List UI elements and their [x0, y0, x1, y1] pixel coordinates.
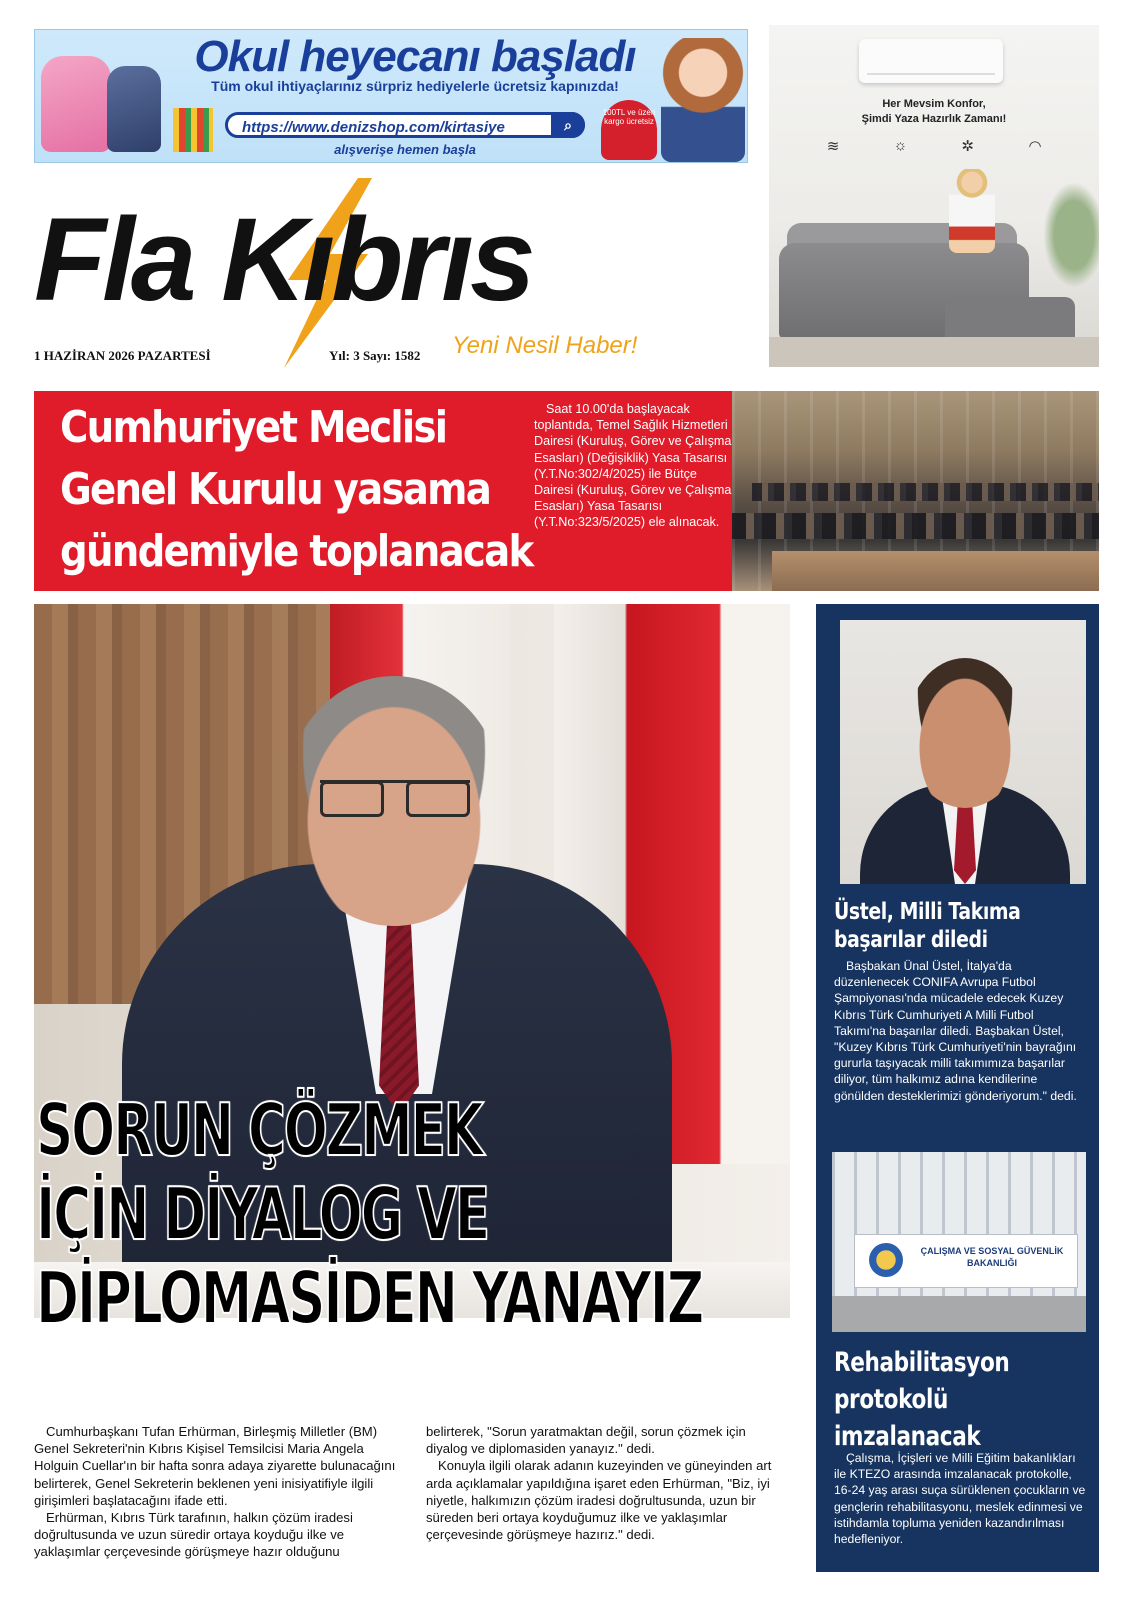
banner-body: Saat 10.00'da başlayacak toplantıda, Temel Sağlık Hizmetleri Dairesi (Kuruluş, Görev ve Çalışma Esasları) (Değişiklik) Yasa Tasarısı (Y.T.No:302/4/2025) ile Bütçe Dairesi (Kuruluş, Görev ve Çalışma Esasları) Yasa Tasarısı (Y.T.No:323/5/2025) ele alınacak. [534, 402, 732, 530]
person-head [906, 658, 1024, 808]
ad-ac-title-line: Her Mevsim Konfor, [882, 98, 986, 110]
parliament-desks [752, 483, 1099, 501]
ad-headline: Okul heyecanı başladı [194, 32, 636, 81]
banner-headline-line: gündemiyle toplanacak [60, 526, 533, 577]
light-icon: ☼ [893, 137, 908, 154]
ministry-sign [854, 1234, 1078, 1288]
sidebar-headline-line: protokolü [834, 1384, 948, 1415]
prime-minister-photo [840, 620, 1086, 884]
paragraph: Konuyla ilgili olarak adanın kuzeyinden ve güneyinden art arda açıklamalar yapıldığına işaret eden Erhürman, "Biz, iyi niyetle, halkımızın çözüm iradesi doğrultusunda, uzun bir süreden beri ortaya koyduğumuz ilke ve yaklaşımlar çerçevesinde görüşmeye hazırız." dedi. [426, 1458, 772, 1543]
backpack-image-2 [107, 66, 161, 152]
wifi-icon: ◠ [1028, 138, 1042, 155]
sidebar-headline-2[interactable] [834, 1344, 1042, 1455]
parliament-floor [772, 551, 1099, 591]
ad-banner-school[interactable] [34, 29, 748, 163]
ad-ac-title-line: Şimdi Yaza Hazırlık Zamanı! [861, 113, 1007, 125]
airflow-icon: ≋ [826, 138, 840, 155]
ad-air-conditioner[interactable] [769, 25, 1099, 367]
logo-text: Fla Kıbrıs [34, 194, 532, 326]
parliament-photo [732, 391, 1099, 591]
air-conditioner-image [859, 39, 1003, 83]
building-base [832, 1296, 1086, 1332]
ad-ac-feature [805, 137, 861, 171]
backpack-image [41, 56, 111, 152]
ad-url-bar[interactable] [225, 112, 585, 138]
floor [769, 337, 1099, 367]
ad-subheadline: Tüm okul ihtiyaçlarınız sürpriz hediyelerle ücretsiz kapınızda! [211, 78, 619, 94]
sidebar-headline-1[interactable]: Üstel, Milli Takıma başarılar diledi [834, 899, 1021, 953]
pencil-cup-image [173, 108, 213, 152]
free-shipping-badge: 100TL ve üzeri kargo ücretsiz [601, 100, 657, 160]
parliament-desks-front [732, 513, 1099, 539]
tagline: Yeni Nesil Haber! [452, 332, 638, 359]
search-icon[interactable]: ⌕ [551, 112, 585, 138]
ministry-building-photo [832, 1152, 1086, 1332]
sidebar-headline-line: imzalanacak [834, 1421, 981, 1452]
emblem-icon [869, 1243, 903, 1277]
paragraph: Erhürman, Kıbrıs Türk tarafının, halkın çözüm iradesi doğrultusunda ve uzun süredir ortaya koyduğu ilke ve yaklaşımlar çerçevesinde görüşmeye hazır olduğunu belirterek, "Sorun yaratmaktan değil, sorun çözmek için diyalog ve diplomasiden yanayız." dedi. [34, 1424, 746, 1560]
plant-image [1039, 175, 1099, 295]
ad-ac-feature [872, 137, 928, 171]
jumping-child-image [949, 169, 995, 253]
sidebar [816, 604, 1099, 1572]
student-image [661, 38, 745, 162]
main-headline-line: DİPLOMASİDEN YANAYIZ [36, 1256, 703, 1340]
main-headline-line: SORUN ÇÖZMEK [36, 1088, 482, 1172]
banner-headline[interactable] [60, 397, 533, 583]
sidebar-headline-line: Rehabilitasyon [834, 1347, 1010, 1378]
main-headline-line: İÇİN DİYALOG VE [36, 1172, 489, 1256]
ad-ac-features [805, 137, 1063, 171]
glasses [320, 780, 470, 815]
ad-cta[interactable]: alışverişe hemen başla [334, 142, 476, 157]
sidebar-body-1: Başbakan Ünal Üstel, İtalya'da düzenlenecek CONIFA Avrupa Futbol Şampiyonası'nda mücadele edecek Kuzey Kıbrıs Türk Cumhuriyeti A Milli Futbol Takımı'na başarılar diledi. Başbakan Üstel, "Kuzey Kıbrıs Türk Cumhuriyeti'nin bayrağını gururla taşıyacak milli takımımıza başarılar diliyor, tüm halkımız adına kendilerine gönülden desteklerimizi gönderiyorum." dedi. [834, 959, 1077, 1103]
ad-ac-feature [940, 137, 996, 171]
issue-number: Yıl: 3 Sayı: 1582 [329, 348, 421, 363]
main-story-body [34, 1423, 790, 1593]
paragraph: Cumhurbaşkanı Tufan Erhürman, Birleşmiş Milletler (BM) Genel Sekreteri'nin Kıbrıs Kişisel Temsilcisi Maria Angela Holguin Cuellar'ın bir hafta sonra adaya ziyarette bulunacağını belirterek, Genel Sekreterin beklenen yeni inisiyatifiyle ilgili girişimleri başlatacağını ifade etti. [34, 1424, 396, 1508]
ministry-sign-text: ÇALIŞMA VE SOSYAL GÜVENLİK BAKANLIĞI [920, 1246, 1064, 1268]
ad-ac-title [769, 97, 1099, 127]
banner-story[interactable] [34, 391, 1099, 591]
banner-headline-line: Cumhuriyet Meclisi [60, 402, 447, 453]
main-headline[interactable] [36, 1088, 703, 1340]
sidebar-body-2: Çalışma, İçişleri ve Milli Eğitim bakanlıkları ile KTEZO arasında imzalanacak protokolle, 16-24 yaş arası suça sürüklenen çocukların ve gençlerin rehabilitasyonu, meslek edinmesi ve istihdamla topluma yeniden kazandırılması hedefleniyor. [834, 1451, 1086, 1547]
ad-url-text: https://www.denizshop.com/kirtasiye [242, 119, 505, 136]
masthead-logo[interactable] [34, 178, 754, 358]
clean-icon: ✲ [961, 138, 974, 155]
banner-headline-line: Genel Kurulu yasama [60, 464, 491, 515]
ad-ac-feature [1007, 137, 1063, 171]
issue-date: 1 HAZİRAN 2026 PAZARTESİ [34, 348, 211, 363]
